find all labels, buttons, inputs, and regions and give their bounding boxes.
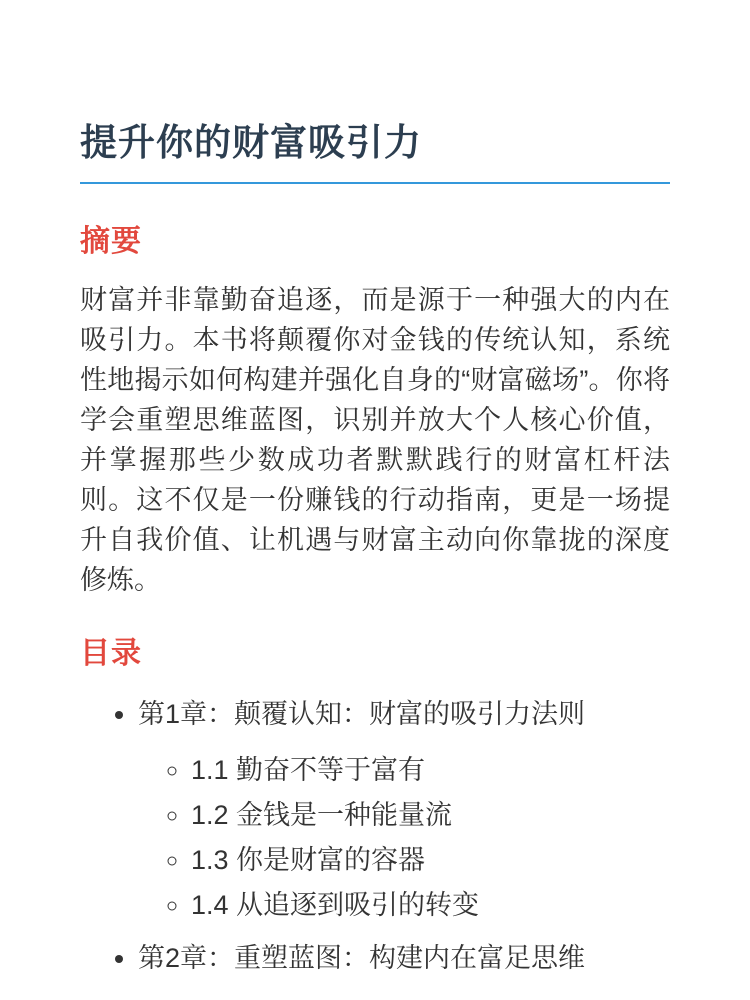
toc-chapter-item: [138, 694, 670, 928]
summary-heading: 摘要: [80, 225, 142, 259]
toc-chapter-label: 第2章：重塑蓝图：构建内在富足思维: [138, 943, 586, 974]
toc-section-label: 1.1 勤奋不等于富有: [191, 755, 426, 786]
toc-section-item: [191, 793, 670, 838]
page-title: 提升你的财富吸引力: [80, 120, 670, 184]
toc-chapter-item: [138, 938, 670, 978]
toc-section-item: [191, 883, 670, 928]
toc-section-label: 1.4 从追逐到吸引的转变: [191, 890, 480, 921]
toc-heading: 目录: [80, 637, 142, 671]
toc-section-item: [191, 838, 670, 883]
toc-chapter-label: 第1章：颠覆认知：财富的吸引力法则: [138, 699, 586, 730]
toc-section-item: [191, 748, 670, 793]
toc-sublist: [138, 748, 670, 928]
toc-section-label: 1.2 金钱是一种能量流: [191, 800, 453, 831]
toc-list: [80, 694, 670, 978]
summary-paragraph: 财富并非靠勤奋追逐，而是源于一种强大的内在吸引力。本书将颠覆你对金钱的传统认知，系统性地揭示如何构建并强化自身的“财富磁场”。你将学会重塑思维蓝图，识别并放大个人核心价值，并掌握那些少数成功者默默践行的财富杠杆法则。这不仅是一份赚钱的行动指南，更是一场提升自我价值、让机遇与财富主动向你靠拢的深度修炼。: [80, 285, 670, 596]
toc-section-label: 1.3 你是财富的容器: [191, 845, 426, 876]
